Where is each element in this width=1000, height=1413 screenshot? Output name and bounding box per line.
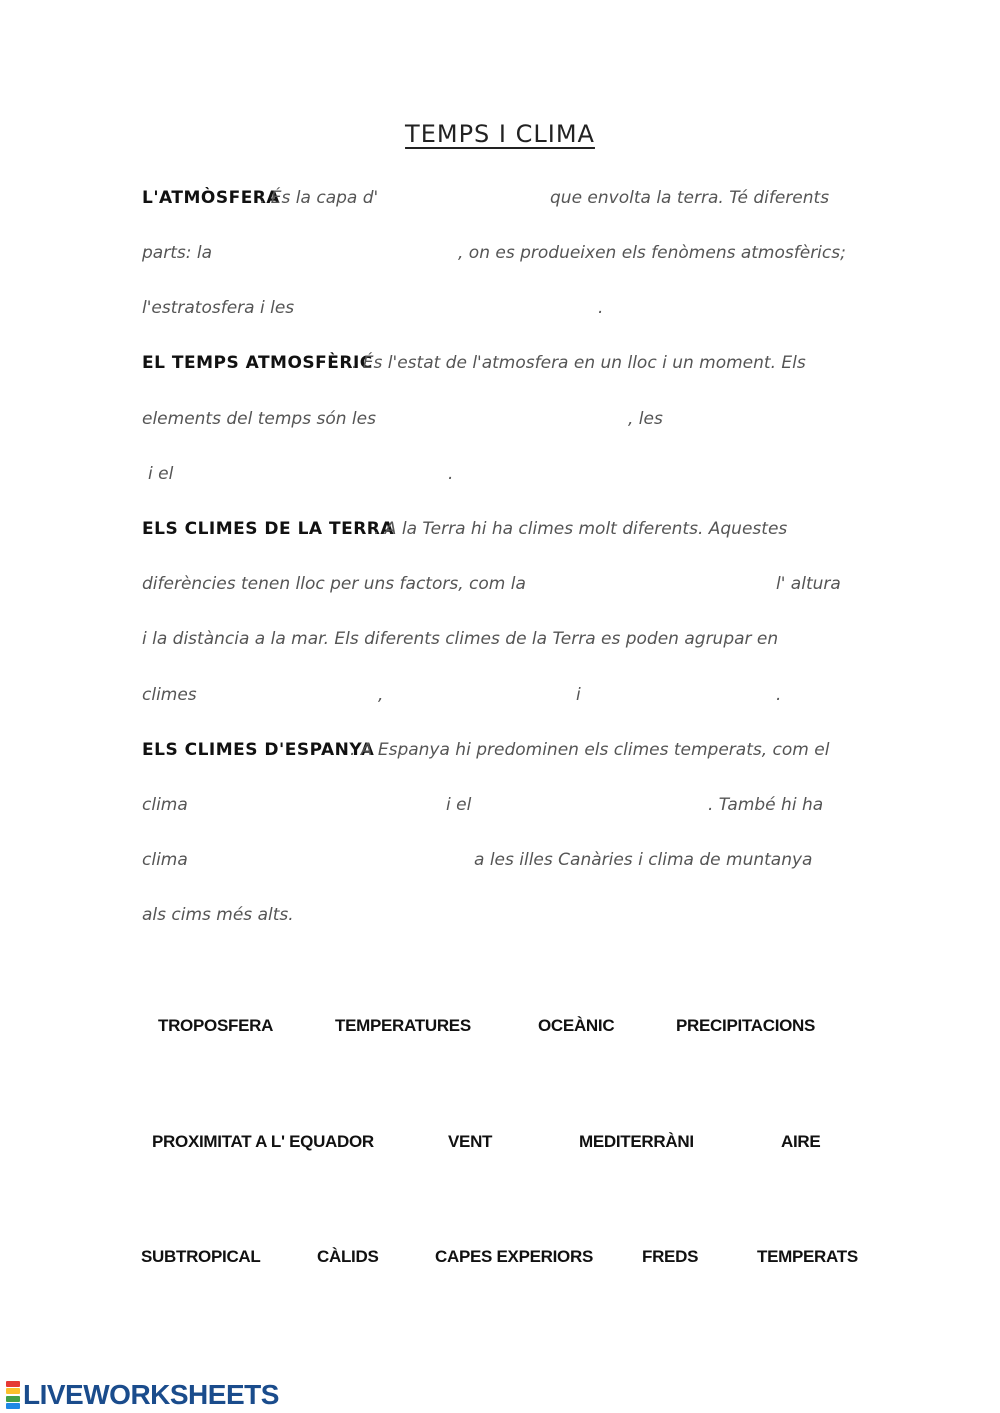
blank-input-8[interactable] bbox=[202, 680, 374, 706]
text-fragment: i bbox=[576, 685, 581, 705]
text-fragment: . A la Terra hi ha climes molt diferents. Aquestes bbox=[374, 519, 788, 539]
word-freds[interactable]: FREDS bbox=[642, 1247, 699, 1266]
word-vent[interactable]: VENT bbox=[448, 1132, 493, 1151]
text-fragment: i la distància a la mar. Els diferents climes de la Terra es poden agrupar en bbox=[142, 629, 779, 649]
blank-input-4[interactable] bbox=[382, 404, 624, 430]
text-fragment: . És la capa d' bbox=[260, 188, 379, 208]
liveworksheets-logo[interactable] bbox=[6, 1378, 279, 1412]
blank-input-10[interactable] bbox=[588, 680, 770, 706]
temps-heading: EL TEMPS ATMOSFÈRIC bbox=[142, 353, 373, 373]
word-oceanic[interactable]: OCEÀNIC bbox=[538, 1016, 615, 1035]
blank-input-5[interactable] bbox=[672, 404, 844, 430]
text-fragment: . bbox=[448, 464, 454, 484]
blank-input-3[interactable] bbox=[312, 293, 594, 319]
text-fragment: i el bbox=[148, 464, 174, 484]
blank-input-11[interactable] bbox=[192, 790, 444, 816]
blank-input-13[interactable] bbox=[192, 845, 470, 871]
text-fragment: , bbox=[378, 685, 384, 705]
logo-badge-icon bbox=[6, 1381, 20, 1409]
text-fragment: parts: la bbox=[142, 243, 212, 263]
text-fragment: l'estratosfera i les bbox=[142, 298, 295, 318]
text-fragment: als cims més alts. bbox=[142, 905, 294, 925]
text-fragment: a les illes Canàries i clima de muntanya bbox=[474, 850, 813, 870]
word-proximitat-equador[interactable]: PROXIMITAT A L' EQUADOR bbox=[152, 1132, 374, 1151]
text-fragment: . També hi ha bbox=[708, 795, 824, 815]
word-calids[interactable]: CÀLIDS bbox=[317, 1247, 379, 1266]
text-fragment: , les bbox=[628, 409, 663, 429]
text-fragment: . És l'estat de l'atmosfera en un lloc i un moment. Els bbox=[352, 353, 806, 373]
blank-input-1[interactable] bbox=[404, 183, 546, 209]
logo-text: LIVEWORKSHEETS bbox=[23, 1379, 279, 1410]
blank-input-2[interactable] bbox=[222, 238, 454, 264]
blank-input-6[interactable] bbox=[182, 459, 444, 485]
blank-input-7[interactable] bbox=[546, 569, 774, 595]
word-temperatures[interactable]: TEMPERATURES bbox=[335, 1016, 471, 1035]
climes-heading: ELS CLIMES DE LA TERRA bbox=[142, 519, 395, 539]
word-capes-experiors[interactable]: CAPES EXPERIORS bbox=[435, 1247, 593, 1266]
text-fragment: climes bbox=[142, 685, 197, 705]
text-fragment: que envolta la terra. Té diferents bbox=[550, 188, 830, 208]
text-fragment: elements del temps són les bbox=[142, 409, 376, 429]
blank-input-9[interactable] bbox=[392, 680, 574, 706]
text-fragment: clima bbox=[142, 795, 188, 815]
blank-input-12[interactable] bbox=[482, 790, 704, 816]
text-fragment: . A Espanya hi predominen els climes temperats, com el bbox=[350, 740, 830, 760]
page-title: TEMPS I CLIMA bbox=[405, 120, 595, 148]
word-subtropical[interactable]: SUBTROPICAL bbox=[141, 1247, 261, 1266]
text-fragment: i el bbox=[446, 795, 472, 815]
word-troposfera[interactable]: TROPOSFERA bbox=[158, 1016, 274, 1035]
text-fragment: . bbox=[776, 685, 782, 705]
word-precipitacions[interactable]: PRECIPITACIONS bbox=[676, 1016, 816, 1035]
text-fragment: clima bbox=[142, 850, 188, 870]
text-fragment: , on es produeixen els fenòmens atmosfèrics; bbox=[458, 243, 846, 263]
text-fragment: . bbox=[598, 298, 604, 318]
word-aire[interactable]: AIRE bbox=[781, 1132, 821, 1151]
atmosfera-heading: L'ATMÒSFERA bbox=[142, 188, 281, 208]
word-mediterrani[interactable]: MEDITERRÀNI bbox=[579, 1132, 694, 1151]
word-temperats[interactable]: TEMPERATS bbox=[757, 1247, 858, 1266]
espanya-heading: ELS CLIMES D'ESPANYA bbox=[142, 740, 375, 760]
text-fragment: l' altura bbox=[776, 574, 841, 594]
text-fragment: diferències tenen lloc per uns factors, com la bbox=[142, 574, 526, 594]
